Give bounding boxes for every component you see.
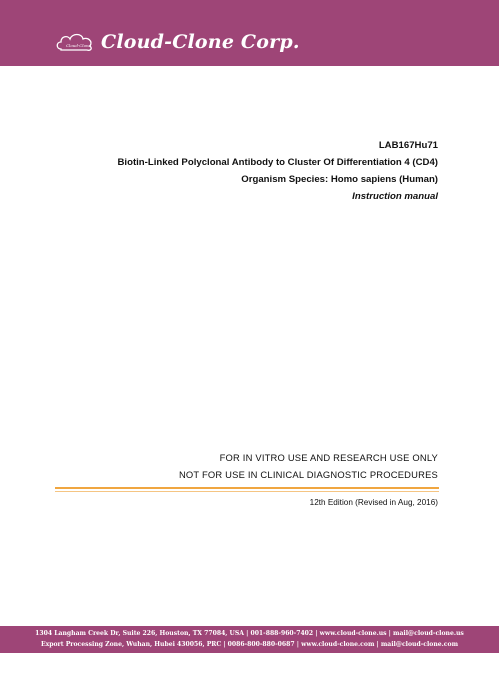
usage-notice — [179, 449, 438, 483]
page-footer-band — [0, 626, 499, 653]
logo-text: Cloud-Clone — [66, 43, 91, 48]
divider-rule-thin — [55, 491, 439, 492]
cloud-logo-icon — [55, 31, 95, 53]
edition-label: 12th Edition (Revised in Aug, 2016) — [309, 498, 438, 507]
brand-name: Cloud-Clone Corp. — [101, 31, 300, 53]
product-code: LAB167Hu71 — [378, 140, 438, 151]
footer-line-2: Export Processing Zone, Wuhan, Hubei 430056, PRC | 0086-800-880-0687 | www.cloud-clone.com | mail@cloud-clone.com — [40, 640, 459, 648]
organism-species: Organism Species: Homo sapiens (Human) — [241, 174, 438, 185]
page-header-band — [0, 0, 499, 66]
divider-rule — [55, 487, 439, 489]
title-block — [117, 137, 438, 205]
brand-logo — [55, 27, 300, 57]
product-name: Biotin-Linked Polyclonal Antibody to Cluster Of Differentiation 4 (CD4) — [117, 157, 438, 168]
notice-line-2: NOT FOR USE IN CLINICAL DIAGNOSTIC PROCEDURES — [178, 469, 438, 480]
notice-line-1: FOR IN VITRO USE AND RESEARCH USE ONLY — [219, 452, 438, 463]
document-type: Instruction manual — [352, 191, 438, 202]
footer-line-1: 1304 Langham Creek Dr, Suite 226, Houston, TX 77084, USA | 001-888-960-7402 | www.cloud-clone.us | mail@cloud-clone.us — [35, 630, 464, 637]
footer-contact — [0, 629, 499, 650]
